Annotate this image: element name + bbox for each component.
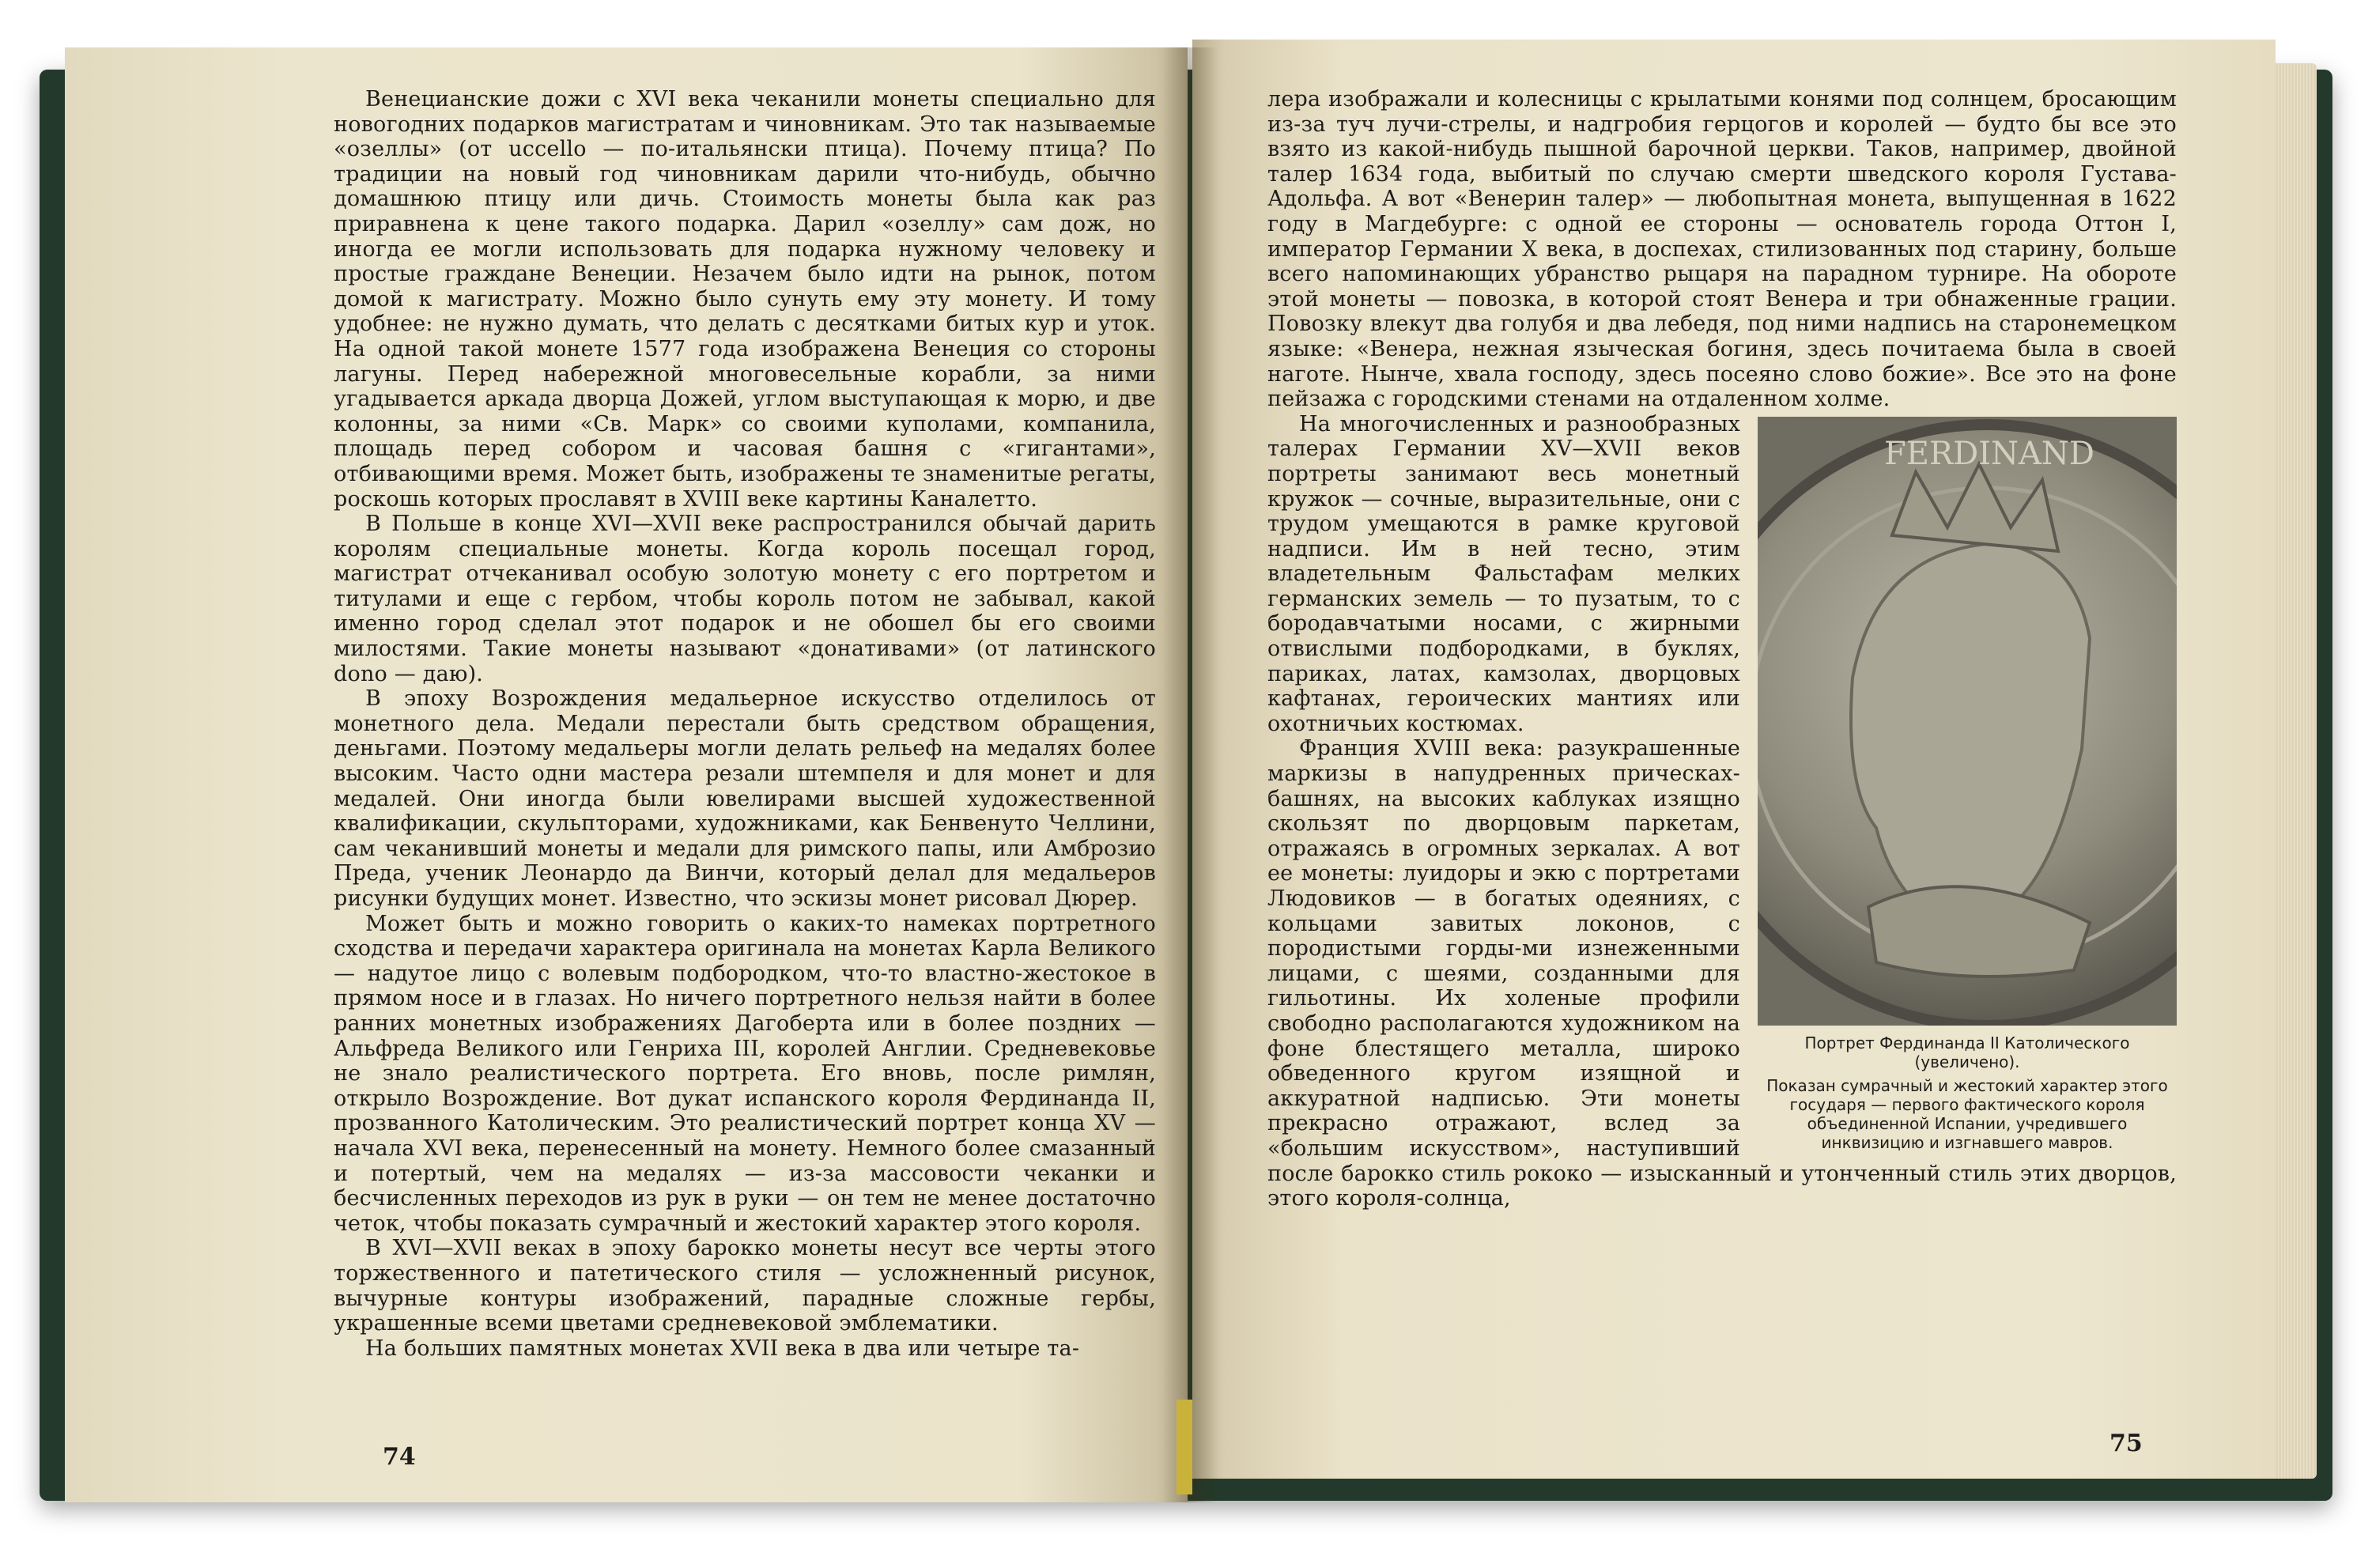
page-number: 74 [383, 1443, 416, 1471]
right-page-text [1267, 87, 2177, 1211]
left-page-text [334, 87, 1156, 1361]
paragraph: На больших памятных монетах XVII века в два или четыре та- [365, 1336, 1080, 1361]
paragraph: Венецианские дожи с XVI века чеканили монеты специально для новогодних подарков магистратам и чиновникам. Это так называемые «озеллы» (от uccello — по-итальянски птица). Почему птица? По традиции на новый год чиновникам дарили что-нибудь, обычно домашнюю птицу или дичь. Стоимость монеты была как раз приравнена к цене такого подарка. Дарил «озеллу» сам дож, но иногда ее могли использовать для подарка нужному человеку и простые граждане Венеции. Незачем было идти на рынок, потом домой к магистрату. Можно было сунуть ему эту монету. И тому удобнее: не нужно думать, что делать с десятками битых кур и уток. На одной такой монете 1577 года изображена Венеция со стороны лагуны. Перед набережной многовесельные корабли, за ними угадывается аркада дворца Дожей, углом выступающая к морю, и две колонны, за ними «Св. Марк» со своими куполами, компанила, площадь перед собором и часовая башня с «гигантами», отбивающими время. Может быть, изображены те знаменитые регаты, роскошь которых прославят в XVIII веке картины Каналетто. [334, 87, 1156, 512]
paragraph: Франция XVIII века: разукрашенные маркизы в напудренных прическах-башнях, на высоких каблуках изящно скользят по дворцовым паркетам, отражаясь в огромных зеркалах. А вот ее монеты: луидоры и экю с портретами Людовиков — в богатых одеяниях, с кольцами завитых локонов, с породистыми горды-ми изнеженными лицами, с шеями, созданными для гильотины. Их холеные профили свободно располагаются художником на фоне блестящего металла, широко обведенного кругом изящной и аккуратной надписью. Эти монеты прекрасно отражают, вслед за «большим искусством», наступивший после барокко стиль рококо — изысканный и утонченный стиль этих дворцов, этого короля-солнца, [1267, 736, 2177, 1211]
figure-caption [1758, 1033, 2177, 1152]
bookmark-ribbon [1177, 1400, 1192, 1494]
page-number: 75 [2109, 1430, 2143, 1457]
caption-title: Портрет Фердинанда II Католического (увеличено). [1804, 1033, 2130, 1071]
page-edges [2276, 63, 2317, 1479]
left-page [65, 47, 1188, 1502]
coin-photo [1758, 417, 2177, 1026]
coin-portrait-image [1758, 417, 2177, 1026]
paragraph: лера изображали и колесницы с крылатыми конями под солнцем, бросающим из-за туч лучи-стрелы, и надгробия герцогов и королей — будто бы все это взято из какой-нибудь пышной барочной церкви. Таков, например, двойной талер 1634 года, выбитый по случаю смерти шведского короля Густава-Адольфа. А вот «Венерин талер» — любопытная монета, выпущенная в 1622 году в Магдебурге: с одной ее стороны — основатель города Оттон I, император Германии X века, в доспехах, стилизованных под старину, больше всего напоминающих убранство рыцаря на парадном турнире. На обороте этой монеты — повозка, в которой стоят Венера и три обнаженные грации. Повозку влекут два голубя и два лебедя, под ними надпись на старонемецком языке: «Венера, нежная языческая богиня, здесь почитаема была в своей наготе. Нынче, хвала господу, здесь посеяно слово божие». Все это на фоне пейзажа с городскими стенами на отдаленном холме. [1267, 87, 2177, 412]
coin-figure [1758, 417, 2177, 1152]
paragraph: В XVI—XVII веках в эпоху барокко монеты несут все черты этого торжественного и патетического стиля — усложненный рисунок, вычурные контуры изображений, парадные сложные гербы, украшенные всеми цветами средневековой эмблематики. [334, 1236, 1156, 1336]
paragraph: На многочисленных и разнообразных талерах Германии XV—XVII веков портреты занимают весь монетный кружок — сочные, выразительные, они с трудом умещаются в рамке круговой надписи. Им в ней тесно, этим владетельным Фальстафам мелких германских земель — то пузатым, то с бородавчатыми носами, с жирными отвислыми подбородками, в буклях, париках, латах, камзолах, дворцовых кафтанах, героических мантиях или охотничьих костюмах. [1267, 411, 1740, 736]
right-page [1192, 40, 2276, 1479]
paragraph: В Польше в конце XVI—XVII веке распространился обычай дарить королям специальные монеты. Когда король посещал город, магистрат отчеканивал особую золотую монету с его портретом и титулами и еще с гербом, чтобы король потом не забывал, какой именно город сделал этот подарок и не обошел бы его своими милостями. Такие монеты называют «донативами» (от латинского dono — даю). [334, 512, 1156, 686]
paragraph: В эпоху Возрождения медальерное искусство отделилось от монетного дела. Медали перестали быть средством обращения, деньгами. Поэтому медальеры могли делать рельеф на медалях более высоким. Часто одни мастера резали штемпеля и для монет и для медалей. Они иногда были ювелирами высшей художественной квалификации, скульпторами, художниками, как Бенвенуто Челлини, сам чеканивший монеты и медали для римского папы, или Амброзио Преда, ученик Леонардо да Винчи, который делал для медальеров рисунки будущих монет. Известно, что эскизы монет рисовал Дюрер. [334, 686, 1156, 911]
paragraph: Может быть и можно говорить о каких-то намеках портретного сходства и передачи характера оригинала на монетах Карла Великого — надутое лицо с волевым подбородком, что-то властно-жестокое в прямом носе и в глазах. Но ничего портретного нельзя найти в более ранних монетных изображениях Дагоберта или в более поздних — Альфреда Великого или Генриха III, королей Англии. Средневековье не знало реалистического портрета. Его вновь, после римлян, открыло Возрождение. Вот дукат испанского короля Фердинанда II, прозванного Католическим. Это реалистический портрет конца XV — начала XVI века, перенесенный на монету. Немного более смазанный и потертый, чем на медалях — из-за массовости чеканки и бесчисленных переходов из рук в руки — он тем не менее достаточно четок, чтобы показать сумрачный и жестокий характер этого короля. [334, 911, 1156, 1236]
spine-shadow [1162, 47, 1218, 1502]
caption-text: Показан сумрачный и жестокий характер этого государя — первого фактического короля объединенной Испании, учредившего инквизицию и изгнавшего мавров. [1766, 1075, 2168, 1152]
coin-legend: FERDINAND [1884, 435, 2094, 472]
